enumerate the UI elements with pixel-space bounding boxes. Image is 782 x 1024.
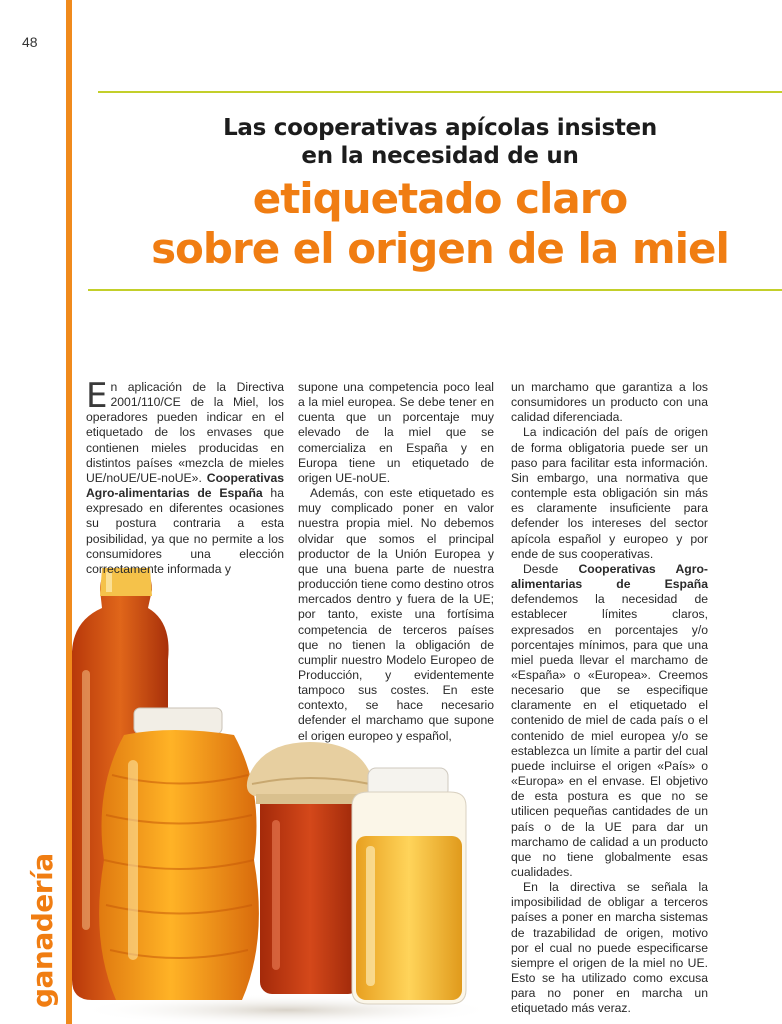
creamy-honey-jar xyxy=(352,768,466,1004)
paragraph-text: Desde xyxy=(523,561,579,576)
paragraph-text: n aplicación de la Directiva 2001/110/CE de la Miel, los operadores pueden indicar en el etiquetado de los envases que contienen mieles producidas en distintos países «mezcla de mieles UE/noUE/UE-noUE». xyxy=(86,380,284,485)
main-title xyxy=(98,174,782,274)
article-column-3 xyxy=(511,380,708,1017)
title-line-1: etiquetado claro xyxy=(252,174,628,223)
ribbed-honey-jar xyxy=(99,708,259,1000)
article-column-2 xyxy=(298,380,494,744)
paragraph-text: defendemos la necesidad de establecer límites claros, expresados en porcentajes y/o porcentajes mínimos, para que una miel pueda llevar el marchamo de «España» o «Europea». Creemos necesario que se especifique claramente en el etiquetado el contenido de miel de cada país o el contenido de miel europea y/o se establezca un límite a partir del cual puede incluirse el origen «País» o «Europa» en el envase. El objetivo de esta postura es que no se utilicen pequeñas cantidades de un país o de la UE para dar un marchamo de calidad a un producto que no tiene globalmente esas cualidades. xyxy=(511,592,708,879)
paragraph: En la directiva se señala la imposibilidad de obligar a terceros países a poner en marcha sistemas de trazabilidad de origen, motivo por el cual no puede especificarse siempre el origen de la miel no UE. Esto se ha utilizado como excusa para no poner en marcha un etiquetado más veraz. xyxy=(511,880,708,1016)
top-divider xyxy=(98,91,782,93)
article-column-1 xyxy=(86,376,284,577)
paragraph: un marchamo que garantiza a los consumidores un producto con una calidad diferenciada. xyxy=(511,380,708,425)
title-line-2: sobre el origen de la miel xyxy=(151,224,729,273)
headline-kicker xyxy=(98,114,782,170)
drop-cap: E xyxy=(86,376,108,416)
organization-name: Cooperativas Agro-alimentarias de España xyxy=(86,470,284,501)
organization-name: Cooperativas Agro-alimentarias de España xyxy=(511,561,708,592)
paragraph-text: ha expresado en diferentes ocasiones su postura contraria a esta posibilidad, ya que no permite a los consumidores una elección correctamente informada y xyxy=(86,486,284,576)
kicker-line-2: en la necesidad de un xyxy=(301,143,579,169)
paragraph xyxy=(511,562,708,880)
paragraph: La indicación del país de origen de forma obligatoria puede ser un paso para facilitar esta información. Sin embargo, una normativa que contemple esta obligación sin más es claramente insuficiente para defender los intereses del sector apícola español y europeo y por ende de sus cooperativas. xyxy=(511,425,708,561)
paragraph: supone una competencia poco leal a la miel europea. Se debe tener en cuenta que un porcentaje muy elevado de la miel que se comercializa en España y en Europa tiene un etiquetado de origen UE-noUE. xyxy=(298,380,494,485)
section-label: ganadería xyxy=(26,853,59,1008)
bottom-divider xyxy=(88,289,782,291)
kicker-line-1: Las cooperativas apícolas insisten xyxy=(223,115,657,141)
page-number: 48 xyxy=(22,34,38,50)
paragraph xyxy=(86,376,284,577)
headline xyxy=(98,114,782,274)
paragraph: Además, con este etiquetado es muy complicado poner en valor nuestra propia miel. No debemos olvidar que somos el principal productor de la Unión Europea y que una buena parte de nuestra producción tiene como destino otros mercados dentro y fuera de la UE; por tanto, existe una fortísima competencia de terceros países que no tienen la obligación de cumplir nuestro Modelo Europeo de Producción, y evidentemente tampoco sus costes. En este contexto, se hace necesario defender el marchamo que supone el origen europeo y español, xyxy=(298,486,494,743)
